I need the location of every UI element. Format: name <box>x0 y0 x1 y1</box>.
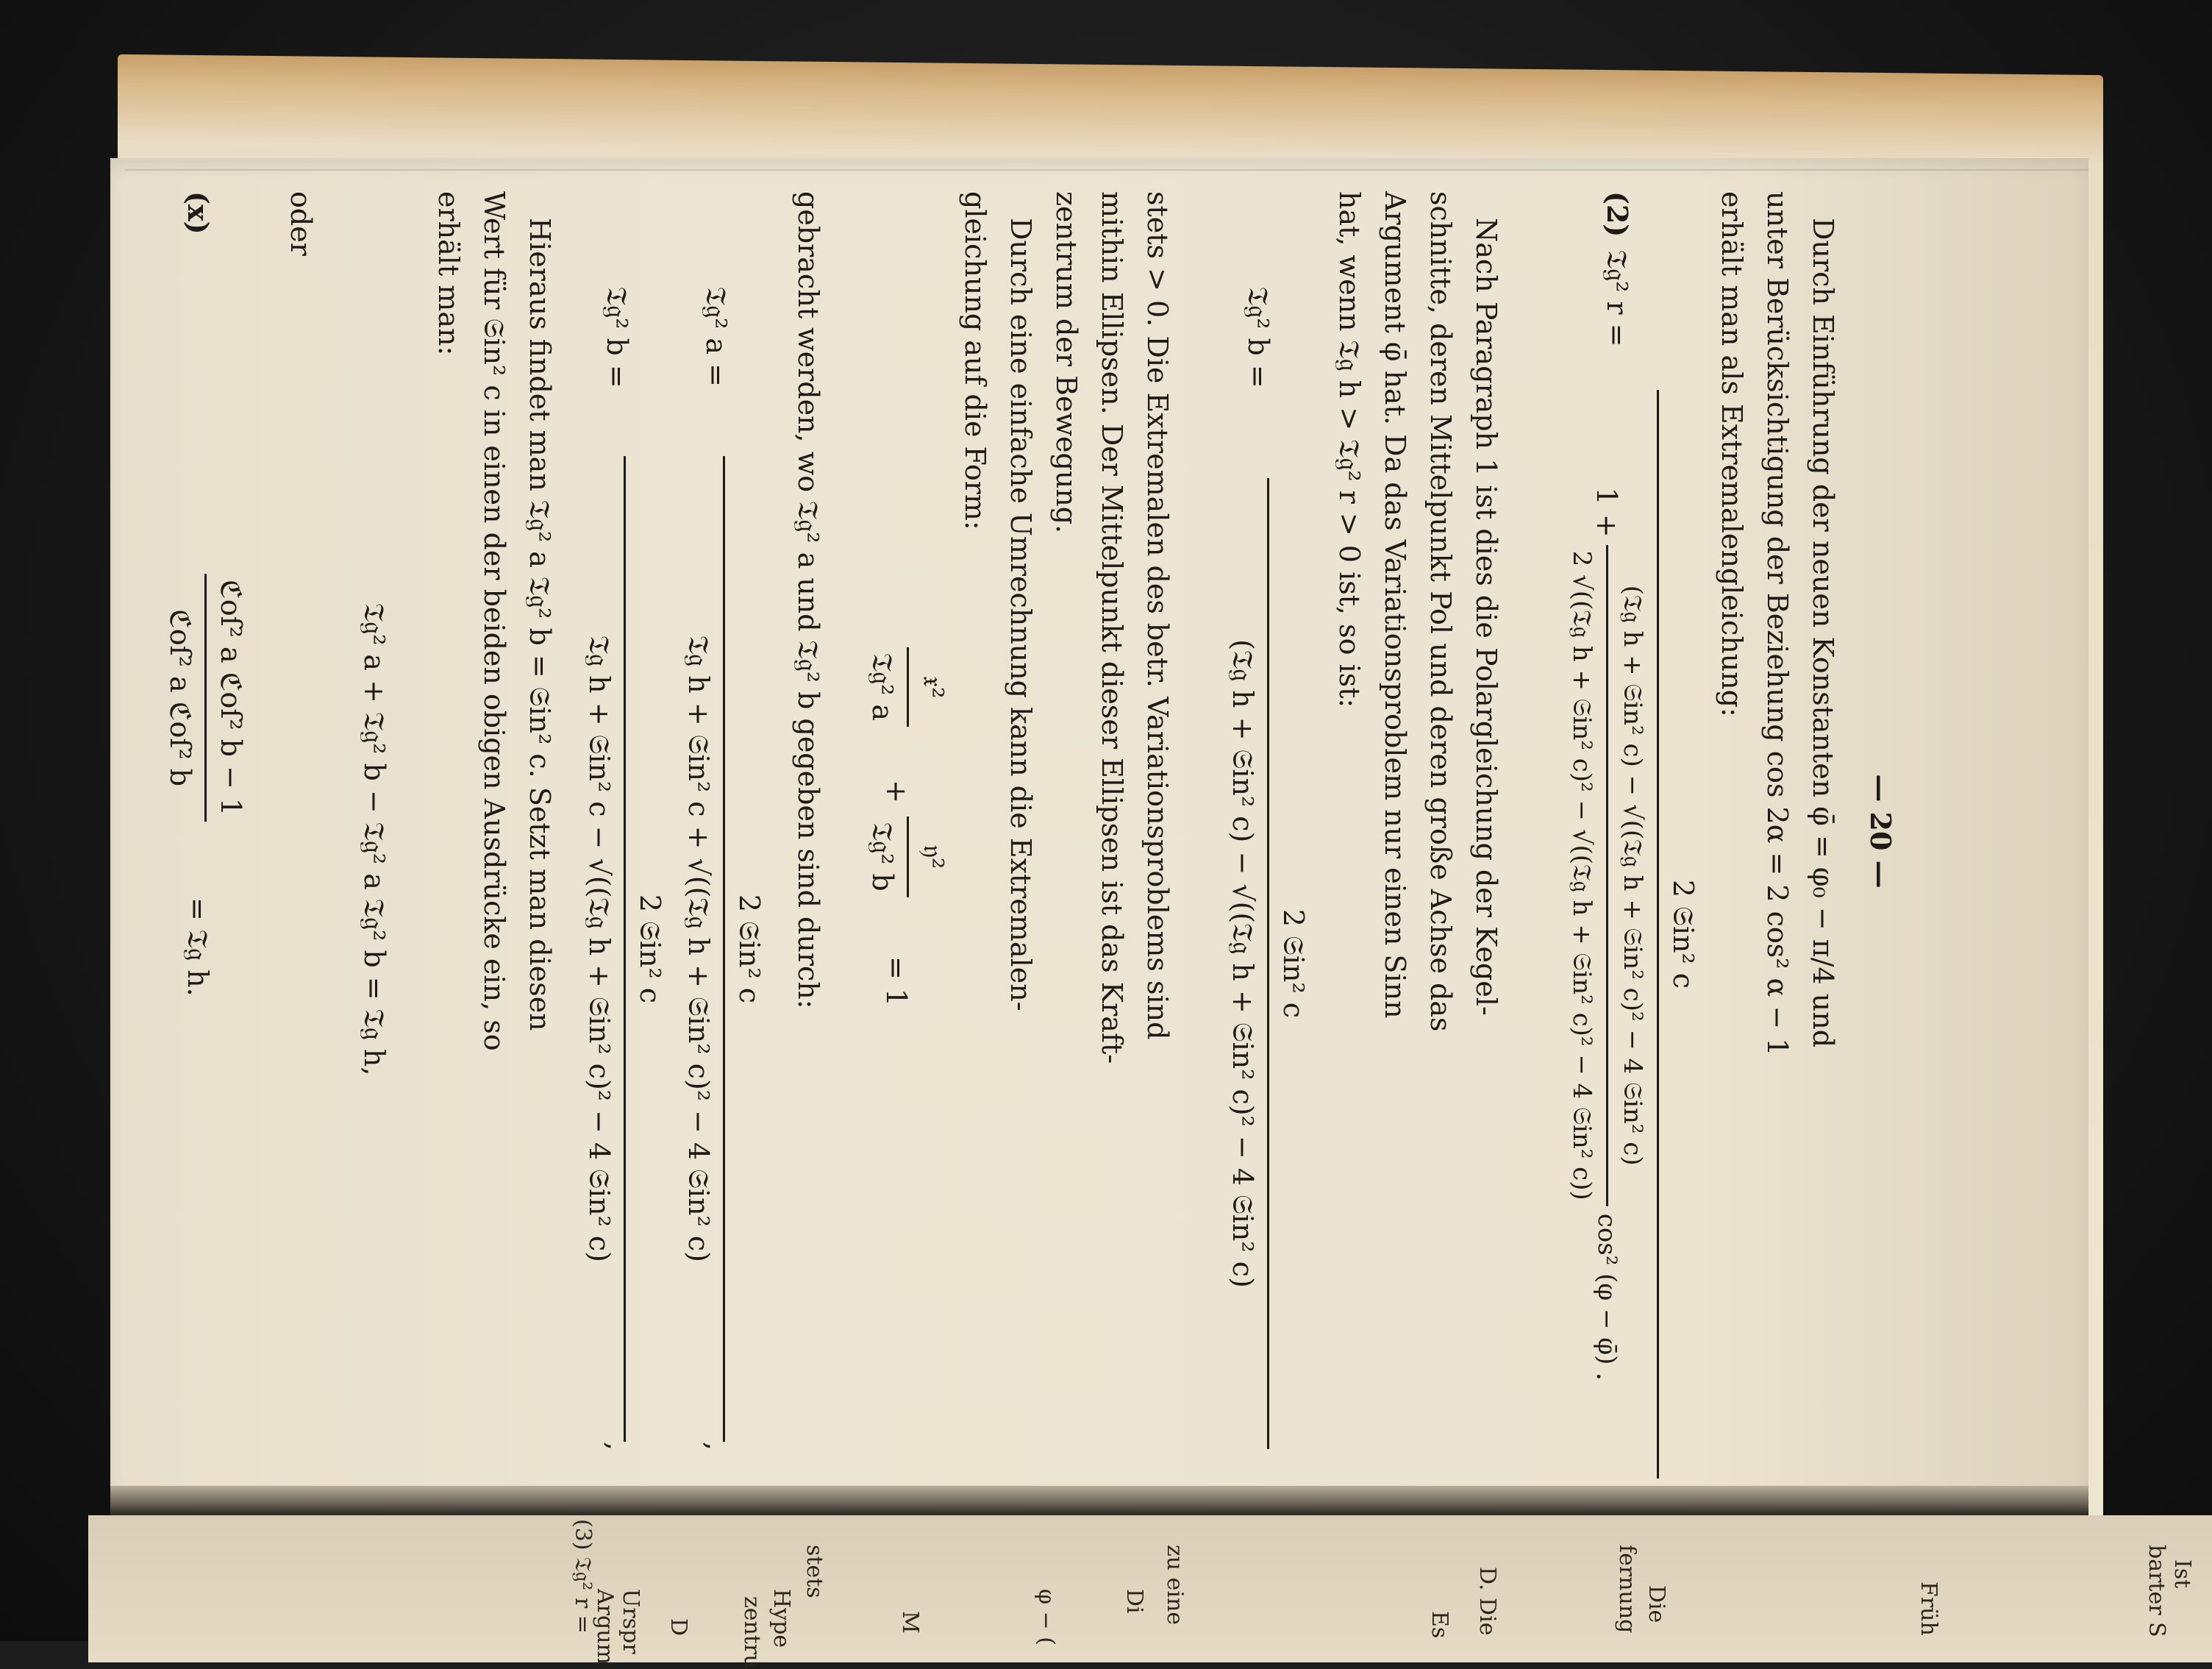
fraction-denominator: (𝔗𝔤 h + 𝔖in² c) − √((𝔗𝔤 h + 𝔖in² c)² − 4 𝔖in² c) <box>1227 639 1259 1288</box>
fraction-denominator: 𝔗𝔤 h + 𝔖in² c + √((𝔗𝔤 h + 𝔖in² c)² − 4 𝔖in² c) <box>682 635 715 1262</box>
next-page-fragment: Früh <box>1916 1581 1941 1636</box>
equation-lhs: 𝔗𝔤² r = <box>1601 250 1633 347</box>
next-page-fragment: Es <box>1427 1611 1452 1639</box>
equation-a-fraction <box>676 456 772 1442</box>
next-page-fragment: Di <box>1121 1589 1147 1614</box>
x-fraction <box>860 647 956 727</box>
text-line: Nach Paragraph 1 ist dies die Polargleichung der Kegel- <box>1470 218 1502 1016</box>
text-line: gebracht werden, wo 𝔗𝔤² a und 𝔗𝔤² b gegeben sind durch: <box>792 191 824 1009</box>
equation-b-fraction <box>1220 478 1316 1449</box>
equation-comma: , <box>601 1442 633 1451</box>
page-crease <box>125 169 2088 171</box>
fraction-denominator <box>1559 488 1655 1381</box>
next-page-fragment: Urspr <box>618 1589 643 1654</box>
fraction-bar <box>1267 478 1269 1449</box>
next-page-fragment: Argum <box>592 1589 618 1665</box>
fraction-denominator: 𝔗𝔤² b <box>866 822 899 892</box>
next-page-fragment: Die <box>1644 1585 1669 1623</box>
next-page-fragment: (3) 𝔗𝔤² r = <box>570 1519 596 1634</box>
denominator-prefix: 1 + <box>1591 487 1624 538</box>
next-page-fragment: M <box>897 1611 923 1634</box>
equation-lhs: 𝔗𝔤² b = <box>1242 287 1274 388</box>
fraction-numerator: 2 𝔖in² c <box>1277 908 1310 1019</box>
book-gutter <box>110 1486 2088 1515</box>
fraction-numerator: 2 𝔖in² c <box>634 894 666 1004</box>
fraction-numerator: 𝔵² <box>917 675 949 699</box>
page-text-block <box>22 191 1905 1471</box>
y-fraction <box>860 816 956 897</box>
fraction-bar <box>723 456 725 1442</box>
next-page-fragment: zentru <box>739 1596 765 1669</box>
fraction-bar <box>1657 390 1659 1478</box>
fraction-numerator: 2 𝔖in² c <box>733 894 766 1004</box>
fraction-bar <box>907 816 909 897</box>
text-line: Argument φ̄ hat. Da das Variationsproblem nur einen Sinn <box>1379 191 1411 1019</box>
fraction-numerator: 2 𝔖in² c <box>1667 879 1699 989</box>
inner-fraction <box>1559 545 1655 1206</box>
fraction-denominator: ℭoſ² a ℭoſ² b <box>164 609 196 787</box>
equation-comma: , <box>700 1442 732 1451</box>
text-line: zentrum der Bewegung. <box>1050 191 1082 534</box>
next-page-fragment: Ist <box>2169 1559 2195 1589</box>
inner-fraction-bar <box>1606 545 1608 1206</box>
text-line: erhält man: <box>432 191 465 356</box>
equation-x-fraction <box>157 574 254 822</box>
equation-2-fraction <box>1559 390 1706 1478</box>
text-line: Durch Einführung der neuen Konstanten φ̄ = φ₀ − π/4 und <box>1807 218 1839 1048</box>
text-line: Wert für 𝔖in² c in einen der beiden obigen Ausdrücke ein, so <box>478 191 510 1051</box>
text-line: mithin Ellipsen. Der Mittelpunkt dieser Ellipsen ist das Kraft- <box>1096 191 1128 1064</box>
next-page-fragment: φ − ( <box>1033 1589 1059 1645</box>
fraction-denominator: 𝔗𝔤² a <box>866 653 899 722</box>
next-page-fragment: stets <box>802 1545 827 1598</box>
equation-rhs: = 1 <box>880 956 913 1007</box>
plus-sign: + <box>880 780 913 803</box>
equation-rhs: = 𝔗𝔤 h. <box>182 897 214 997</box>
equation-b2-fraction <box>577 456 673 1442</box>
fraction-bar <box>907 647 909 727</box>
equation-label: (2) <box>1601 191 1634 238</box>
next-page-fragment: zu eine <box>1162 1545 1188 1626</box>
text-line: Durch eine einfache Umrechnung kann die Extremalen- <box>1005 218 1037 1011</box>
next-page-fragment: Hype <box>768 1589 794 1648</box>
equation-label: (x) <box>182 191 215 235</box>
inner-numerator: (𝔗𝔤 h + 𝔖in² c) − √((𝔗𝔤 h + 𝔖in² c)² − 4 𝔖in² c) <box>1618 585 1647 1166</box>
inner-denominator: 2 √((𝔗𝔤 h + 𝔖in² c)² − √((𝔗𝔤 h + 𝔖in² c)² − 4 𝔖in² c)) <box>1567 550 1596 1200</box>
text-line: Hieraus findet man 𝔗𝔤² a 𝔗𝔤² b = 𝔖in² c. Setzt man diesen <box>524 218 556 1031</box>
fraction-numerator: 𝔶² <box>917 844 949 869</box>
text-line: erhält man als Extremalengleichung: <box>1716 191 1748 717</box>
fraction-denominator: 𝔗𝔤 h + 𝔖in² c − √((𝔗𝔤 h + 𝔖in² c)² − 4 𝔖in² c) <box>583 635 616 1262</box>
text-line: gleichung auf die Form: <box>959 191 991 530</box>
fraction-bar <box>624 456 626 1442</box>
cosine-term: cos² (φ − φ̄) <box>1592 1213 1622 1365</box>
equation-period: . <box>1591 1372 1624 1381</box>
fraction-bar <box>204 574 207 822</box>
adjacent-page <box>88 1515 2212 1662</box>
page-number: — 20 — <box>1864 774 1897 889</box>
equation-lhs: 𝔗𝔤² a = <box>700 287 732 387</box>
next-page-fragment: fernung <box>1614 1545 1640 1634</box>
equation-lhs: 𝔗𝔤² b = <box>601 287 633 388</box>
text-line: oder <box>285 191 317 256</box>
fraction-numerator: ℭoſ² a ℭoſ² b − 1 <box>215 580 247 816</box>
next-page-fragment: D. Die <box>1474 1567 1500 1636</box>
sum-equation: 𝔗𝔤² a + 𝔗𝔤² b − 𝔗𝔤² a 𝔗𝔤² b = 𝔗𝔤 h, <box>358 603 390 1076</box>
next-page-fragment: barter S <box>2144 1545 2169 1637</box>
text-line: unter Berücksichtigung der Beziehung cos 2α = 2 cos² α − 1 <box>1761 191 1794 1056</box>
next-page-fragment: D <box>666 1618 691 1637</box>
text-line: schnitte, deren Mittelpunkt Pol und deren große Achse das <box>1424 191 1457 1032</box>
text-line: hat, wenn 𝔗𝔤 h > 𝔗𝔤² r > 0 ist, so ist: <box>1333 191 1366 708</box>
text-line: stets > 0. Die Extremalen des betr. Variationsproblems sind <box>1141 191 1174 1040</box>
